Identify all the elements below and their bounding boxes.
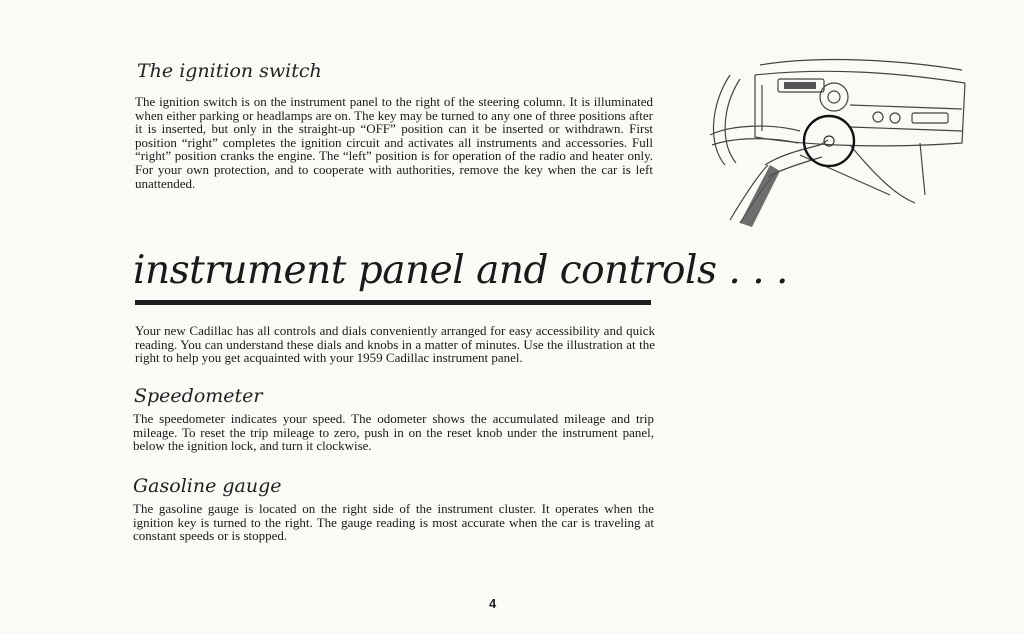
speedometer-text: The speedometer indicates your speed. The odometer shows the accumulated mileage and trip mileage. To reset the trip mileage to zero, push in on the reset knob under the instrument panel, below the ignition lock, and turn it clockwise. xyxy=(133,411,654,454)
page-number: 4 xyxy=(489,596,497,611)
ignition-highlight-circle xyxy=(804,116,854,166)
ignition-switch-title: The ignition switch xyxy=(137,60,322,82)
heading-rule xyxy=(135,300,651,305)
page-heading: instrument panel and controls . . . xyxy=(133,248,788,293)
gasoline-gauge-text: The gasoline gauge is located on the right side of the instrument cluster. It operates when the ignition key is turned to the right. The gauge reading is most accurate when the car is traveling at constant speeds or is stopped. xyxy=(133,501,654,544)
dashboard-ignition-illustration xyxy=(700,45,980,230)
speedometer-title: Speedometer xyxy=(134,385,263,407)
intro-text: Your new Cadillac has all controls and dials conveniently arranged for easy accessibility and quick reading. You can understand these dials and knobs in a matter of minutes. Use the illustration at the right to help you get acquainted with your 1959 Cadillac instrument panel. xyxy=(135,323,655,366)
ignition-switch-text: The ignition switch is on the instrument panel to the right of the steering column. It is illuminated when either parking or headlamps are on. The key may be turned to any one of three positions after it is inserted, but only in the straight-up “OFF” position can it be inserted or withdrawn. First position “right” completes the ignition circuit and activates all instruments and accessories. Full “right” position cranks the engine. The “left” position is for operation of the radio and heater only. For your own protection, and to cooperate with authorities, remove the key when the car is left unattended. xyxy=(135,94,653,191)
gasoline-gauge-title: Gasoline gauge xyxy=(133,475,282,497)
